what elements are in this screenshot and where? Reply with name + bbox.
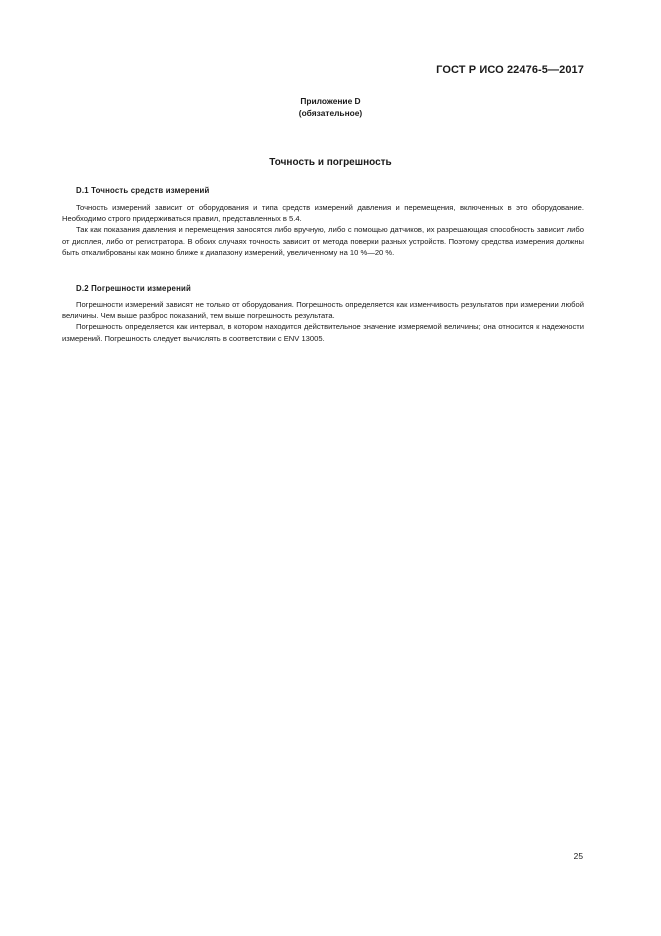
section-heading-d1: D.1 Точность средств измерений [76, 186, 210, 195]
paragraph: Погрешности измерений зависят не только от оборудования. Погрешность определяется как изменчивость результатов при измерении любой величины. Чем выше разброс показаний, тем выше погрешность результата. [62, 300, 584, 321]
annex-heading [0, 95, 661, 119]
annex-status: (обязательное) [298, 108, 363, 118]
page-number: 25 [573, 851, 583, 861]
annex-title: Точность и погрешность [269, 157, 392, 168]
section-heading-d2: D.2 Погрешности измерений [76, 284, 191, 293]
paragraph: Точность измерений зависит от оборудования и типа средств измерений давления и перемещения, включенных в это оборудование. Необходимо строго придерживаться правил, представленных в 5.4. [62, 203, 584, 224]
annex-label: Приложение D [300, 96, 361, 106]
standard-code: ГОСТ Р ИСО 22476-5—2017 [436, 64, 584, 76]
paragraph: Так как показания давления и перемещения заносятся либо вручную, либо с помощью датчиков, их разрешающая способность зависит либо от дисплея, либо от регистратора. В обоих случаях точность зависит от метода поверки разных устройств. Поэтому средства измерения должны быть откалиброваны как можно ближе к диапазону измерений, увеличенному на 10 %—20 %. [62, 225, 584, 257]
paragraph: Погрешность определяется как интервал, в котором находится действительное значение измеряемой величины; она относится к надежности измерений. Погрешность следует вычислять в соответствии с ENV 13005. [62, 322, 584, 343]
section-body-d1 [62, 202, 584, 258]
section-body-d2 [62, 299, 584, 344]
